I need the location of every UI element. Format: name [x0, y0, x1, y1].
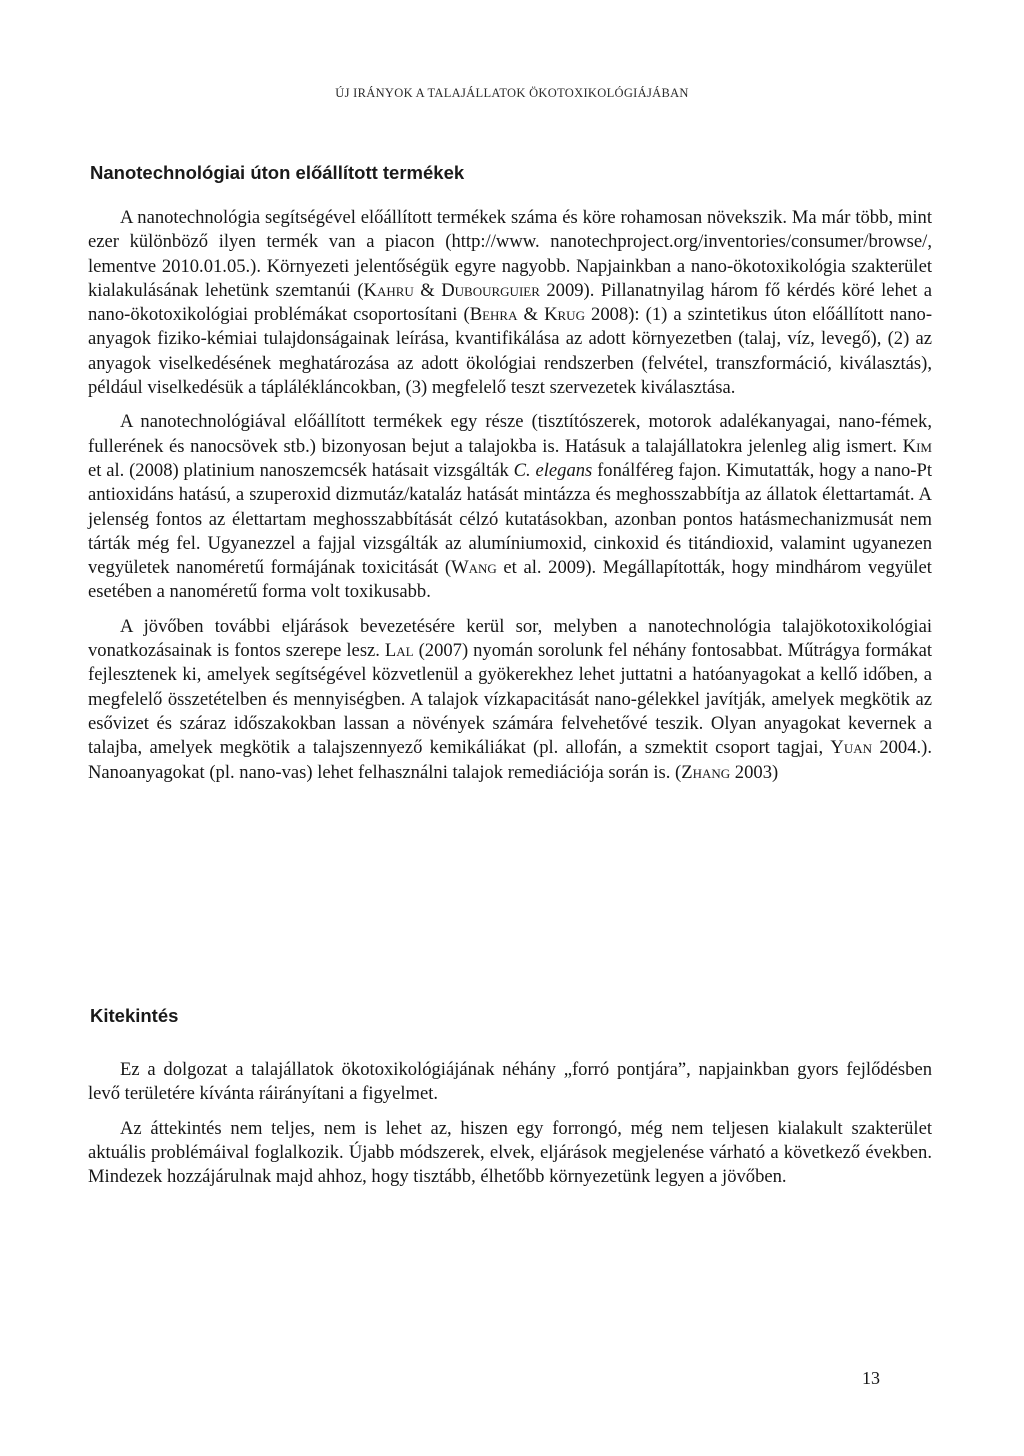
- citation-author: Zhang: [681, 761, 731, 783]
- paragraph: A jövőben további eljárások bevezetésére kerül sor, melyben a nanotechnológia talajökotoxikológiai vonatkozásainak is fontos szerepe lesz. Lal (2007) nyomán sorolunk fel néhány fontosabbat. Műtrágya formákat fejlesztenek ki, amelyek segítségével közvetlenül a gyökerekhez lehet juttatni a hatóanyagokat a kellő időben, a megfelelő összetételben és mennyiségben. A talajok vízkapacitását nano-gélekkel javítják, amelyek megkötik az esővizet és száraz időszakokban lassan a növények számára felvehetővé teszik. Olyan anyagokat kevernek a talajba, amelyek megkötik a talajszennyező kemikáliákat (pl. allofán, a szmektit csoport tagjai, Yuan 2004.). Nanoanyagokat (pl. nano-vas) lehet felhasználni talajok remediációja során is. (Zhang 2003): [88, 615, 932, 783]
- section-title-nanotech: Nanotechnológiai úton előállított termékek: [90, 162, 465, 183]
- paragraph: A nanotechnológiával előállított termékek egy része (tisztítószerek, motorok adalékanyagai, nano-fémek, fullerének és nanocsövek stb.) bizonyosan bejut a talajokba is. Hatásuk a talajállatokra jelenleg alig ismert. Kim et al. (2008) platinium nanoszemcsék hatásait vizsgálták C. elegans fonálféreg fajon. Kimutatták, hogy a nano-Pt antioxidáns hatású, a szuperoxid dizmutáz/kataláz hatását mintázza és meghosszabbítja az állatok élettartamát. A jelenség fontos az élettartam meghosszabbítását célzó kutatásokban, azonban pontos hatásmechanizmusát nem tárták még fel. Ugyanezzel a fajjal vizsgálták az alumíniumoxid, cinkoxid és titándioxid, valamint ugyanezen vegyületek nanoméretű formájának toxicitását (Wang et al. 2009). Megállapították, hogy mindhárom vegyület esetében a nanoméretű forma volt toxikusabb.: [88, 411, 933, 603]
- citation-author: Dubourguier: [441, 279, 540, 301]
- citation-author: Kahru: [363, 279, 414, 301]
- citation-author: Wang: [451, 557, 497, 579]
- section-body-nanotech: [88, 206, 932, 795]
- citation-author: Lal: [384, 640, 414, 662]
- paragraph: Az áttekintés nem teljes, nem is lehet az, hiszen egy forrongó, még nem teljesen kialakult szakterület aktuális problémáival foglalkozik. Újabb módszerek, elvek, eljárások megjelenése várható a következő években. Mindezek hozzájárulnak majd ahhoz, hogy tisztább, élhetőbb környezetünk legyen a jövőben.: [88, 1117, 932, 1188]
- section-body-outlook: [88, 1058, 932, 1199]
- running-head: ÚJ IRÁNYOK A TALAJÁLLATOK ÖKOTOXIKOLÓGIÁJÁBAN: [335, 86, 689, 100]
- citation-author: Yuan: [830, 737, 872, 759]
- citation-author: Kim: [902, 435, 932, 457]
- paragraph: Ez a dolgozat a talajállatok ökotoxikológiájának néhány „forró pontjára”, napjainkban gyors fejlődésben levő területére kívánta ráirányítani a figyelmet.: [88, 1059, 932, 1105]
- page-number: 13: [862, 1368, 880, 1388]
- citation-author: Behra: [469, 304, 518, 326]
- citation-author: Krug: [544, 304, 585, 326]
- paragraph: A nanotechnológia segítségével előállított termékek száma és köre rohamosan növekszik. Ma már több, mint ezer különböző ilyen termék van a piacon (http://www. nanotechproject.org/inventories/consumer/browse/, lementve 2010.01.05.). Környezeti jelentőségük egyre nagyobb. Napjainkban a nano-ökotoxikológia szakterület kialakulásának lehetünk szemtanúi (Kahru & Dubourguier 2009). Pillanatnyilag három fő kérdés köré lehet a nano-ökotoxikológiai problémákat csoportosítani (Behra & Krug 2008): (1) a szintetikus úton előállított nano-anyagok fiziko-kémiai tulajdonságainak leírása, kvantifikálása az adott környezetben (talaj, víz, levegő), (2) az anyagok viselkedésének meghatározása az adott ökológiai rendszerben (felvétel, transzformáció, kiválasztás), például viselkedésük a táplálékláncokban, (3) megfelelő teszt szervezetek kiválasztása.: [88, 207, 933, 399]
- species-name: C. elegans: [513, 459, 593, 481]
- section-title-outlook: Kitekintés: [90, 1005, 179, 1026]
